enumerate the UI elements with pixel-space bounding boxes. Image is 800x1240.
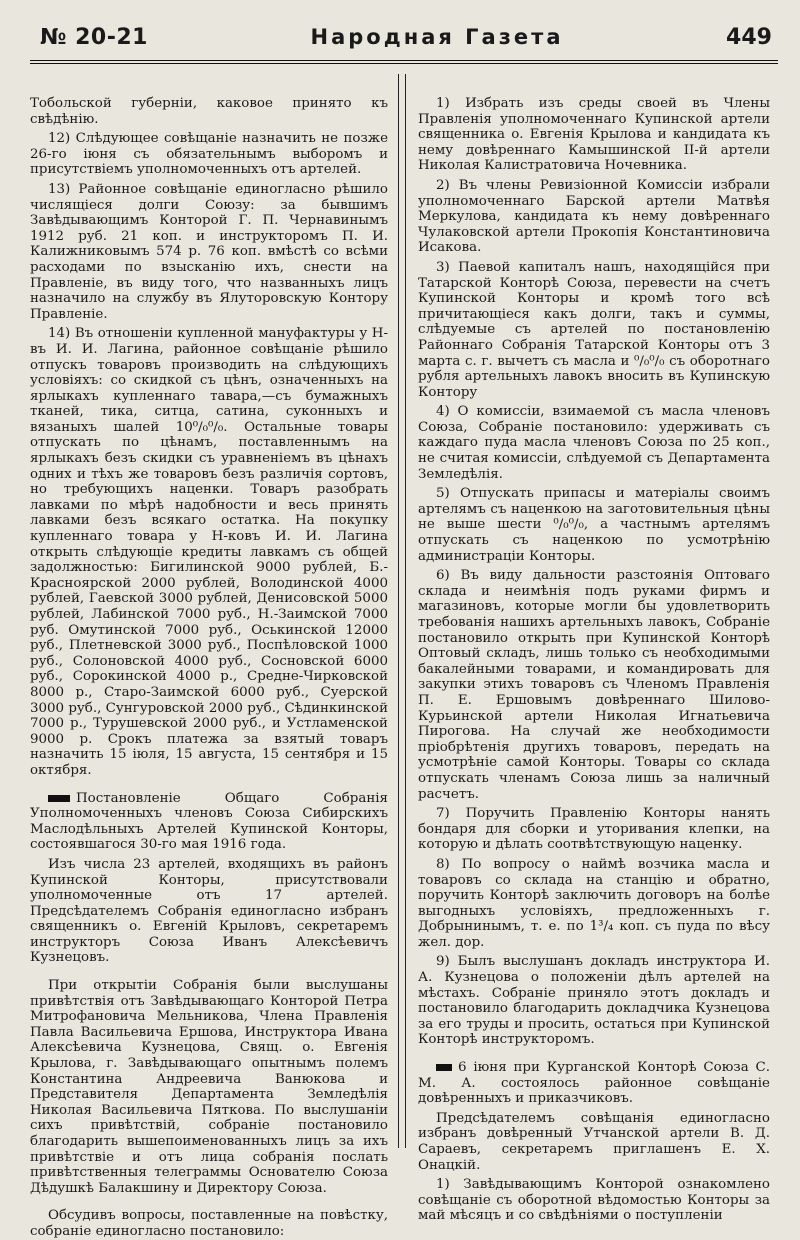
section-heading xyxy=(30,791,388,853)
paragraph: Предсѣдателемъ совѣщанія единогласно избранъ довѣренный Утчанской артели В. Д. Сараевъ, секретаремъ приглашенъ Е. Х. Онацкій. xyxy=(418,1110,770,1173)
section-marker xyxy=(48,795,70,802)
paragraph: 5) Отпускать припасы и матеріалы своимъ артелямъ съ наценкою на заготовительныя цѣны не выше шести ⁰/₀⁰/₀, а частнымъ артелямъ отпускать съ наценкою по усмотрѣнію администраціи Конторы. xyxy=(418,486,770,564)
paragraph: Тобольской губерніи, каковое принято къ свѣдѣнію. xyxy=(30,96,388,127)
section-heading xyxy=(418,1060,770,1107)
paragraph: 1) Избрать изъ среды своей въ Члены Правленія уполномоченнаго Купинской артели священника о. Евгенія Крылова и кандидата къ нему довѣреннаго Камышинской II-й артели Николая Калистратовича Ночевника. xyxy=(418,96,770,174)
paragraph: Изъ числа 23 артелей, входящихъ въ районъ Купинской Конторы, присутствовали уполномоченные отъ 17 артелей. Предсѣдателемъ Собранія единогласно избранъ священникъ о. Евгеній Крыловъ, секретаремъ инструкторъ Союза Иванъ Алексѣевичъ Кузнецовъ. xyxy=(30,856,388,966)
paragraph: 3) Паевой капиталъ нашъ, находящійся при Татарской Конторѣ Союза, перевести на счетъ Купинской Конторы и кромѣ того всѣ причитающіеся какъ долги, такъ и суммы, слѣдуемые съ артелей по постановленію Районнаго Собранія Татарской Конторы отъ 3 марта с. г. вычетъ съ масла и ⁰/₀⁰/₀ съ оборотнаго рубля артельныхъ лавокъ вносить въ Купинскую Контору xyxy=(418,259,770,400)
paragraph: 2) Въ члены Ревизіонной Комиссіи избрали уполномоченнаго Барской артели Матвѣя Меркулова, кандидата къ нему довѣреннаго Чулаковской артели Прокопія Константиновича Исакова. xyxy=(418,177,770,256)
section-heading-text: Постановленіе Общаго Собранія Уполномоченныхъ членовъ Союза Сибирскихъ Маслодѣльныхъ Артелей Купинской Конторы, состоявшагося 30-го мая 1916 года. xyxy=(30,790,388,853)
paragraph: 12) Слѣдующее совѣщаніе назначить не позже 26-го іюня съ обязательнымъ выборомъ и присутствіемъ уполномоченныхъ отъ артелей. xyxy=(30,131,388,178)
paragraph: При открытіи Собранія были выслушаны привѣтствія отъ Завѣдывающаго Конторой Петра Митрофановича Мельникова, Члена Правленія Павла Васильевича Ершова, Инструктора Ивана Алексѣевича Кузнецова, Свящ. о. Евгенія Крылова, г. Завѣдывающаго опытнымъ полемъ Константина Андреевича Ванюкова и Представителя Департамента Земледѣлія Николая Васильевича Пяткова. По выслушаніи сихъ привѣтствій, собраніе постановило благодарить вышепоименованныхъ лицъ за ихъ привѣтствіе и отъ лица собранія послать привѣтственныя телеграммы Основателю Союза Дѣдушкѣ Балакшину и Директору Союза. xyxy=(30,978,388,1196)
issue-number: № 20-21 xyxy=(40,24,148,50)
paragraph: 6) Въ виду дальности разстоянія Оптоваго склада и неимѣнія подъ руками фирмъ и магазиновъ, которые могли бы удовлетворить требованія нашихъ артельныхъ лавокъ, Собраніе постановило открыть при Купинской Конторѣ Оптовый складъ, лишь только съ необходимыми бакалейными товарами, и командировать для закупки этихъ товаровъ съ Членомъ Правленія П. Е. Ершовымъ довѣреннаго Шилово-Курьинской артели Николая Игнатьевича Пирогова. На случай же необходимости пріобрѣтенія другихъ товаровъ, передать на усмотрѣніе самой Конторы. Товары со склада отпускать членамъ Союза лишь за наличный расчетъ. xyxy=(418,568,770,802)
page-header xyxy=(40,14,772,60)
paragraph: 7) Поручить Правленію Конторы нанять бондаря для сборки и уторивания клепки, на которую и дѣлать соотвѣтствующую наценку. xyxy=(418,806,770,853)
right-column xyxy=(418,96,770,1224)
newspaper-title: Народная Газета xyxy=(310,25,564,49)
paragraph: 8) По вопросу о наймѣ возчика масла и товаровъ со склада на станцію и обратно, поручить Конторѣ заключить договоръ на болѣе выгодныхъ условіяхъ, предложенныхъ г. Добрынинымъ, т. е. по 1³/₄ коп. съ пуда по вѣсу жел. дор. xyxy=(418,856,770,950)
section-heading-text: 6 іюня при Курганской Конторѣ Союза С. М. А. состоялось районное совѣщаніе довѣренныхъ и приказчиковъ. xyxy=(418,1060,770,1107)
column-divider xyxy=(398,74,406,1148)
paragraph: 9) Былъ выслушанъ докладъ инструктора И. А. Кузнецова о положеніи дѣлъ артелей на мѣстахъ. Собраніе приняло этотъ докладъ и постановило благодарить докладчика Кузнецова за его труды и просить, остаться при Купинской Конторѣ инструкторомъ. xyxy=(418,954,770,1048)
paragraph: 1) Завѣдывающимъ Конторой ознакомлено совѣщаніе съ оборотной вѣдомостью Конторы за май мѣсяцъ и со свѣдѣніями о поступленіи xyxy=(418,1177,770,1224)
section-marker xyxy=(436,1064,452,1071)
paragraph: 4) О комиссіи, взимаемой съ масла членовъ Союза, Собраніе постановило: удерживать съ каждаго пуда масла членовъ Союза по 25 коп., не считая комиссіи, слѣдуемой съ Департамента Земледѣлія. xyxy=(418,404,770,482)
paragraph: 13) Районное совѣщаніе единогласно рѣшило числящіеся долги Союзу: за бывшимъ Завѣдывающимъ Конторой Г. П. Чернавинымъ 1912 руб. 21 коп. и инструкторомъ П. И. Калижниковымъ 574 р. 76 коп. вмѣстѣ со всѣми расходами по взысканію ихъ, снести на Правленіе, въ виду того, что названныхъ лицъ назначило на службу въ Ялуторовскую Контору Правленіе. xyxy=(30,181,388,322)
paragraph: Обсудивъ вопросы, поставленные на повѣстку, собраніе единогласно постановило: xyxy=(30,1208,388,1239)
left-column xyxy=(30,96,388,1239)
paragraph: 14) Въ отношеніи купленной мануфактуры у Н-въ И. И. Лагина, районное совѣщаніе рѣшило отпускъ товаровъ производить на слѣдующихъ условіяхъ: со скидкой съ цѣнъ, означенныхъ на ярлыкахъ купленнаго тавара,—съ бумажныхъ тканей, тика, ситца, сатина, суконныхъ и вязаныхъ шалей 10⁰/₀⁰/₀. Остальные товары отпускать по цѣнамъ, поставленнымъ на ярлыкахъ безъ скидки съ уравненіемъ въ цѣнахъ одних и тѣхъ же товаровъ безъ различія сортовъ, но требующихъ наценки. Товаръ разобрать лавками по мѣрѣ надобности и весь принять лавками безъ всякаго остатка. На покупку купленнаго товара у Н-ковъ И. И. Лагина открыть слѣдующіе кредиты лавкамъ съ общей задолжностью: Бигилинской 9000 рублей, Б.-Красноярской 2000 рублей, Володинской 4000 рублей, Гаевской 3000 рублей, Денисовской 5000 рублей, Лабинской 7000 руб., Н.-Заимской 7000 руб. Омутинской 7000 руб., Оськинской 12000 руб., Плетневской 3000 руб., Поспѣловской 1000 руб., Солоновской 4000 руб., Сосновской 6000 руб., Сорокинской 4000 р., Средне-Чирковской 8000 р., Старо-Заимской 6000 руб., Суерской 3000 руб., Сунгуровской 2000 руб., Сѣдинкинской 7000 р., Турушевской 2000 руб., и Устламенской 9000 р. Срокъ платежа за взятый товаръ назначить 15 іюля, 15 августа, 15 сентября и 15 октября. xyxy=(30,326,388,778)
header-rule xyxy=(30,60,778,64)
page-number: 449 xyxy=(726,24,772,50)
